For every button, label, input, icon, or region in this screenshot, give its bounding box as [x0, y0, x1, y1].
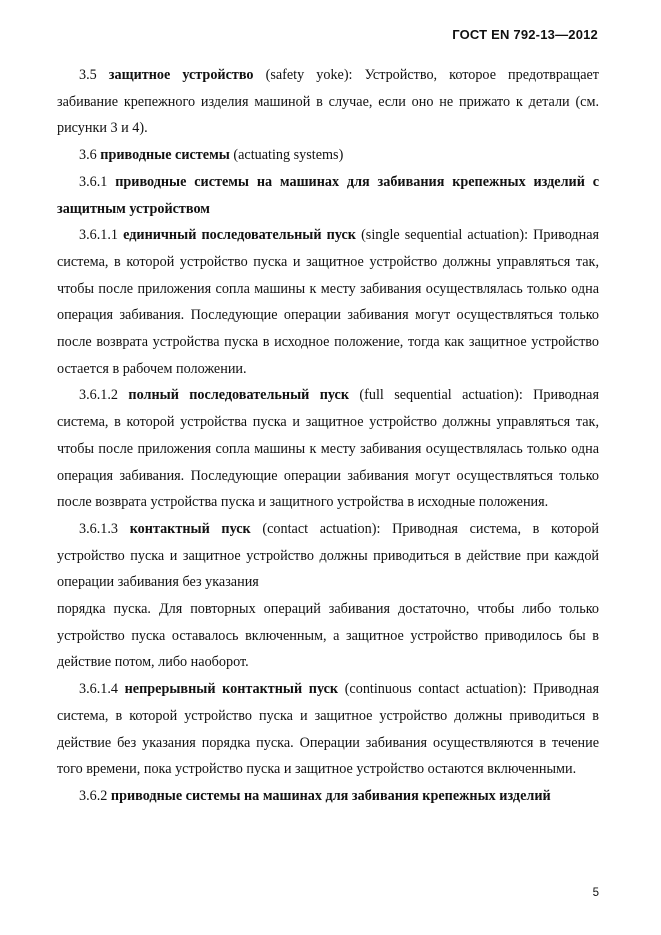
clause-3-5	[57, 62, 599, 142]
clause-text: (single sequential actuation): Приводная система, в которой устройство пуска и защитное устройство должны управляться так, чтобы после приложения сопла машины к месту забивания осуществлялась только одна операция забивания. Последующие операции забивания могут осуществляться только после возврата устройства пуска в исходное положение, тогда как защитное устройство остается в рабочем положении.	[57, 227, 600, 377]
clause-text: (actuating systems)	[229, 147, 344, 164]
clause-term: полный последовательный пуск	[128, 387, 350, 404]
clause-text: (contact actuation): Приводная система, в которой устройство пуска и защитное устройство должны приводиться в действие при каждой операции забивания без указания	[57, 520, 599, 591]
clause-text: (continuous contact actuation): Приводная система, в которой устройство пуска и защитное устройство должны приводиться в действие без указания порядка пуска. Операции забивания осуществляются в течение того времени, пока устройство пуска и защитное устройство остаются включенными.	[57, 681, 599, 778]
clause-term: непрерывный контактный пуск	[124, 681, 339, 698]
clause-term: приводные системы на машинах для забивания крепежных изделий с защитным устройством	[57, 173, 599, 217]
clause-number: 3.6.1.1	[79, 227, 119, 244]
document-header: ГОСТ EN 792-13—2012	[452, 27, 598, 42]
clause-3-6-1	[57, 169, 599, 222]
clause-number: 3.6.1.2	[79, 387, 119, 404]
clause-text: порядка пуска. Для повторных операций забивания достаточно, чтобы либо только устройство пуска оставалось включенным, а защитное устройство приводилось бы в действие потом, либо наоборот.	[57, 601, 599, 671]
page-number: 5	[592, 887, 599, 899]
clause-3-6-1-1	[57, 222, 599, 382]
clause-text: (full sequential actuation): Приводная система, в которой устройства пуска и защитное устройство должны управляться так, чтобы после приложения сопла машины к месту забивания осуществлялась только одна операция забивания. Последующие операции забивания могут осуществляться только после возврата устройства пуска и защитного устройства в исходные положения.	[57, 387, 600, 511]
clause-term: защитное устройство	[108, 67, 254, 83]
clause-number: 3.6.1.4	[79, 681, 119, 698]
clause-term: контактный пуск	[129, 520, 251, 537]
clause-3-6-1-3	[57, 516, 599, 596]
clause-number: 3.6	[79, 147, 97, 164]
clause-3-6-2	[57, 783, 599, 810]
clause-term: приводные системы	[100, 147, 230, 164]
clause-term: приводные системы на машинах для забивания крепежных изделий	[110, 787, 551, 804]
document-body	[57, 62, 599, 810]
clause-number: 3.5	[79, 67, 97, 83]
clause-3-6-1-4	[57, 676, 599, 783]
clause-number: 3.6.1	[79, 173, 108, 190]
clause-number: 3.6.1.3	[79, 520, 119, 537]
clause-3-6-1-3-continued	[57, 596, 599, 676]
clause-term: единичный последовательный пуск	[123, 227, 356, 244]
clause-text: (safety yoke): Устройство, которое предотвращает забивание крепежного изделия машиной в случае, если оно не прижато к детали (см. рисунки 3 и 4).	[57, 67, 599, 137]
clause-3-6	[57, 142, 599, 169]
clause-3-6-1-2	[57, 382, 599, 516]
clause-number: 3.6.2	[79, 787, 108, 804]
